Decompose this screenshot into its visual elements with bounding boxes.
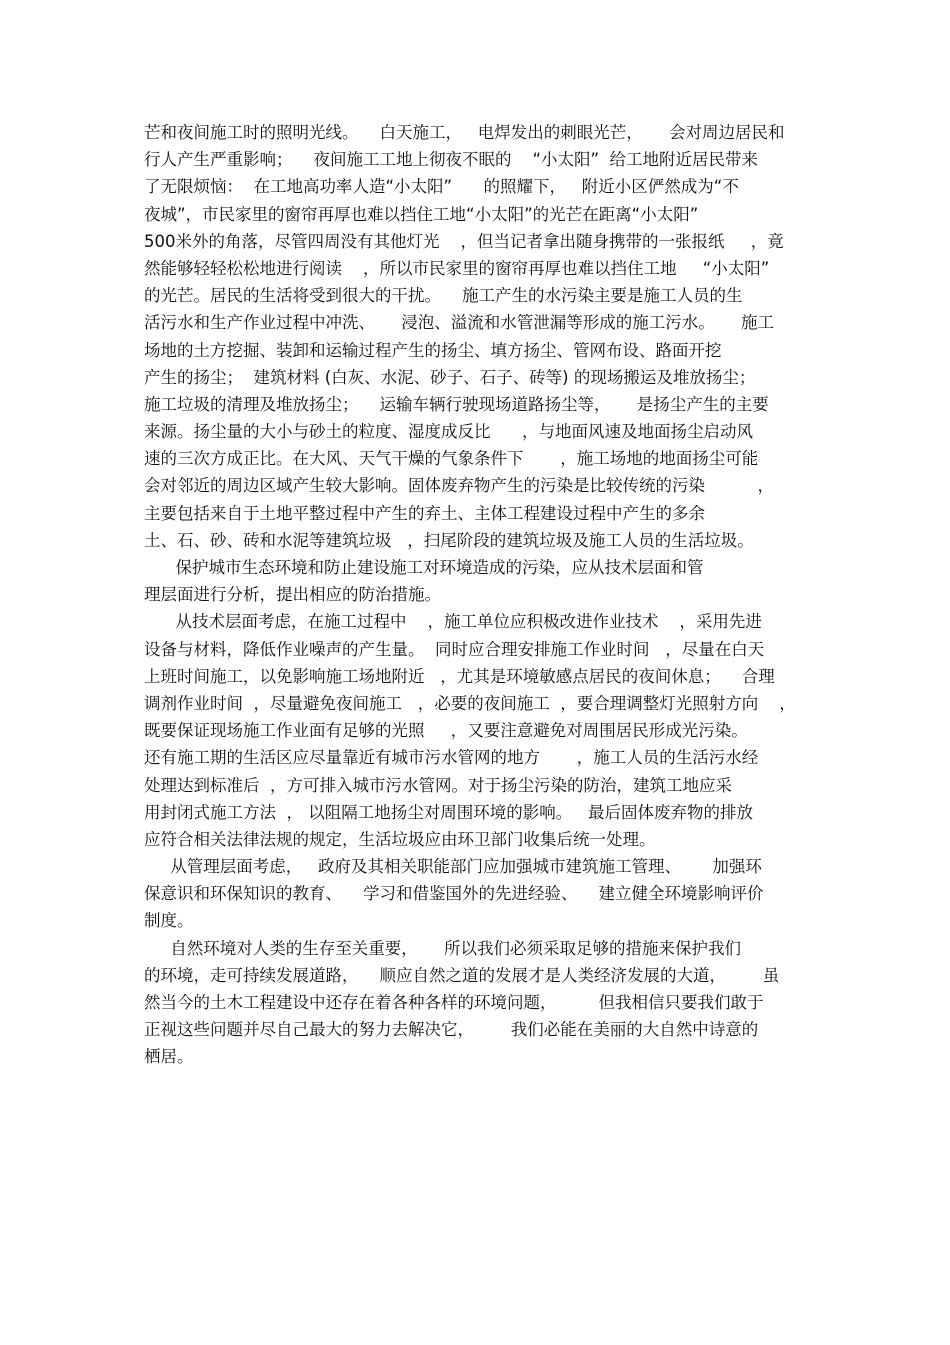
text-line: 还有施工期的生活区应尽量靠近有城市污水管网的地方 ，施工人员的生活污水经 — [144, 748, 759, 768]
text-line: 自然环境对人类的生存至关重要， 所以我们必须采取足够的措施来保护我们 — [144, 938, 741, 958]
paragraph-protection-intro — [144, 554, 814, 608]
text-line: 设备与材料，降低作业噪声的产生量。 同时应合理安排施工作业时间 ，尽量在白天 — [144, 639, 765, 659]
text-line: 正视这些问题并尽自己最大的努力去解决它， 我们必能在美丽的大自然中诗意的 — [144, 1020, 759, 1040]
text-line: 既要保证现场施工作业面有足够的光照 ，又要注意避免对周围居民形成光污染。 — [144, 721, 748, 741]
document-body — [144, 119, 814, 1071]
text-line: 产生的扬尘； 建筑材料 (白灰、水泥、砂子、石子、砖等) 的现场搬运及堆放扬尘； — [144, 367, 756, 387]
text-line: 施工垃圾的清理及堆放扬尘； 运输车辆行驶现场道路扬尘等， 是扬尘产生的主要 — [144, 394, 769, 414]
text-line: 夜城”，市民家里的窗帘再厚也难以挡住工地“小太阳”的光芒在距离“小太阳” — [144, 204, 699, 224]
text-line: 500米外的角落，尽管四周没有其他灯光 ，但当记者拿出随身携带的一张报纸 ，竟 — [144, 231, 784, 251]
text-line: 保护城市生态环境和防止建设施工对环境造成的污染，应从技术层面和管 — [144, 558, 704, 577]
text-line: 然当今的土木工程建设中还存在着各种各样的环境问题， 但我相信只要我们敢于 — [144, 993, 764, 1012]
paragraph-conclusion — [144, 935, 814, 1071]
text-line: 主要包括来自于土地平整过程中产生的弃土、主体工程建设过程中产生的多余 — [144, 503, 705, 523]
paragraph-light-water-dust-waste-pollution — [144, 119, 814, 554]
text-line: 活污水和生产作业过程中冲洗、 浸泡、溢流和水管泄漏等形成的施工污水。 施工 — [144, 313, 774, 333]
paragraph-technical-measures — [144, 608, 814, 853]
text-line: 应符合相关法律法规的规定，生活垃圾应由环卫部门收集后统一处理。 — [144, 829, 656, 849]
text-line: 制度。 — [144, 911, 194, 931]
text-line: 速的三次方成正比。在大风、天气干燥的气象条件下 ，施工场地的地面扬尘可能 — [144, 449, 759, 469]
text-line: 土、石、砂、砖和水泥等建筑垃圾 ，扫尾阶段的建筑垃圾及施工人员的生活垃圾。 — [144, 530, 754, 550]
text-line: 栖居。 — [144, 1047, 194, 1067]
text-line: 场地的土方挖掘、装卸和运输过程产生的扬尘、填方扬尘、管网布设、路面开挖 — [144, 340, 722, 360]
text-line: 理层面进行分析，提出相应的防治措施。 — [144, 585, 441, 605]
text-line: 调剂作业时间 ，尽量避免夜间施工 ，必要的夜间施工 ，要合理调整灯光照射方向 ， — [144, 693, 796, 713]
text-line: 从管理层面考虑， 政府及其相关职能部门应加强城市建筑施工管理、 加强环 — [144, 857, 762, 877]
text-line: 用封闭式施工方法 ， 以阻隔工地扬尘对周围环境的影响。 最后固体废弃物的排放 — [144, 802, 753, 822]
text-line: 的光芒。居民的生活将受到很大的干扰。 施工产生的水污染主要是施工人员的生 — [144, 286, 743, 306]
text-line: 处理达到标准后 ，方可排入城市污水管网。对于扬尘污染的防治，建筑工地应采 — [144, 775, 732, 795]
text-line: 上班时间施工，以免影响施工场地附近 ，尤其是环境敏感点居民的夜间休息； 合理 — [144, 666, 775, 686]
text-line: 从技术层面考虑，在施工过程中 ，施工单位应积极改进作业技术 ，采用先进 — [144, 612, 762, 632]
text-line: 保意识和环保知识的教育、 学习和借鉴国外的先进经验、 建立健全环境影响评价 — [144, 884, 764, 904]
text-line: 会对邻近的周边区域产生较大影响。固体废弃物产生的污染是比较传统的污染 ， — [144, 476, 774, 496]
text-line: 来源。扬尘量的大小与砂土的粒度、湿度成反比 ，与地面风速及地面扬尘启动风 — [144, 422, 753, 442]
text-line: 芒和夜间施工时的照明光线。 白天施工， 电焊发出的刺眼光芒， 会对周边居民和 — [144, 123, 785, 142]
paragraph-management-measures — [144, 853, 814, 935]
text-line: 然能够轻轻松松地进行阅读 ，所以市民家里的窗帘再厚也难以挡住工地 “小太阳” — [144, 258, 770, 278]
text-line: 了无限烦恼： 在工地高功率人造“小太阳” 的照耀下， 附近小区俨然成为“不 — [144, 177, 739, 197]
text-line: 的环境，走可持续发展道路， 顺应自然之道的发展才是人类经济发展的大道， 虽 — [144, 965, 780, 985]
text-line: 行人产生严重影响； 夜间施工工地上彻夜不眠的 “小太阳” 给工地附近居民带来 — [144, 150, 759, 170]
